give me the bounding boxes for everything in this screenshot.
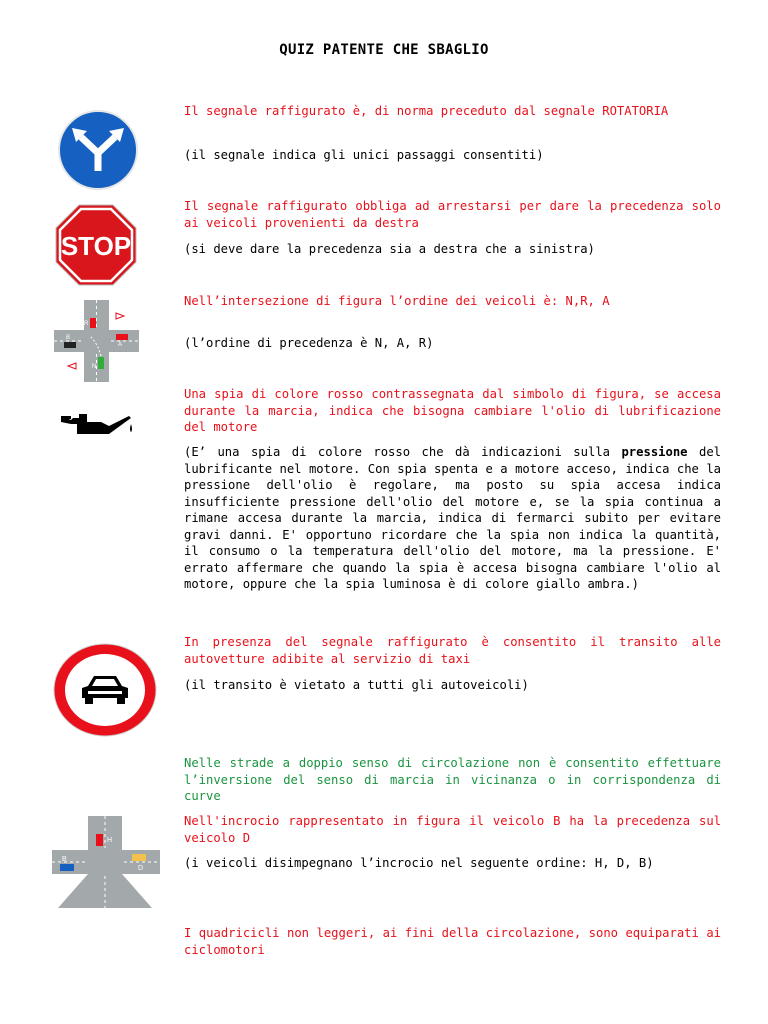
answer-5: (il transito è vietato a tutti gli autoveicoli) bbox=[184, 678, 529, 692]
intersection-label-r: R bbox=[84, 321, 89, 327]
answer-3: (l’ordine di precedenza è N, A, R) bbox=[184, 336, 434, 350]
question-3: Nell’intersezione di figura l’ordine dei veicoli è: N,R, A bbox=[184, 294, 610, 308]
stop-sign-text: STOP bbox=[60, 231, 132, 261]
answer-4-part-2: del lubrificante nel motore. Con spia spenta e a motore acceso, indica che la pressione dell'olio è regolare, ma posto su spia accesa indica insufficiente pressione dell'olio del motore e, se la spia continua a rimane accesa durante la marcia, indica di fermarci subito per evitare gravi danni. E' opportuno ricordare che la spia non indica la quantità, il consumo o la temperatura dell'olio del motore, ma la pressione. E' errato affermare che quando la spia è accesa bisogna cambiare l'olio al motore, oppure che la spia luminosa è di colore giallo ambra.) bbox=[184, 445, 721, 591]
crossroad-label-h: H bbox=[107, 837, 113, 844]
answer-4-bold: pressione bbox=[621, 445, 688, 459]
crossroad-label-d: D bbox=[138, 865, 144, 872]
stop-sign-icon bbox=[55, 204, 137, 286]
intersection-diagram-icon bbox=[54, 300, 139, 382]
question-5: In presenza del segnale raffigurato è consentito il transito alle autovetture adibite al servizio di taxi bbox=[184, 635, 721, 666]
intersection-label-n: N bbox=[92, 364, 97, 370]
crossroad-label-b: B bbox=[62, 856, 67, 863]
no-cars-sign-icon bbox=[52, 642, 158, 738]
question-8: I quadricicli non leggeri, ai fini della circolazione, sono equiparati ai ciclomotori bbox=[184, 926, 721, 957]
answer-4-part-1: (E’ una spia di colore rosso che dà indicazioni sulla bbox=[184, 445, 622, 459]
question-1: Il segnale raffigurato è, di norma preceduto dal segnale ROTATORIA bbox=[184, 104, 669, 118]
question-2: Il segnale raffigurato obbliga ad arrestarsi per dare la precedenza solo ai veicoli provenienti da destra bbox=[184, 199, 721, 230]
answer-7: (i veicoli disimpegnano l’incrocio nel seguente ordine: H, D, B) bbox=[184, 856, 654, 870]
question-6: Nelle strade a doppio senso di circolazione non è consentito effettuare l’inversione del senso di marcia in vicinanza o in corrispondenza di curve bbox=[184, 756, 721, 803]
answer-4 bbox=[184, 444, 721, 593]
oil-can-warning-icon bbox=[59, 410, 139, 442]
crossroad-diagram-icon bbox=[52, 816, 160, 908]
intersection-label-b: B bbox=[66, 335, 71, 341]
answer-2: (si deve dare la precedenza sia a destra che a sinistra) bbox=[184, 242, 595, 256]
intersection-label-a: A bbox=[118, 342, 123, 348]
keep-left-or-right-sign-icon bbox=[57, 109, 139, 191]
page-title: QUIZ PATENTE CHE SBAGLIO bbox=[279, 42, 489, 58]
answer-1: (il segnale indica gli unici passaggi consentiti) bbox=[184, 148, 544, 162]
question-7: Nell'incrocio rappresentato in figura il veicolo B ha la precedenza sul veicolo D bbox=[184, 814, 721, 845]
question-4: Una spia di colore rosso contrassegnata dal simbolo di figura, se accesa durante la marcia, indica che bisogna cambiare l'olio di lubrificazione del motore bbox=[184, 387, 721, 434]
